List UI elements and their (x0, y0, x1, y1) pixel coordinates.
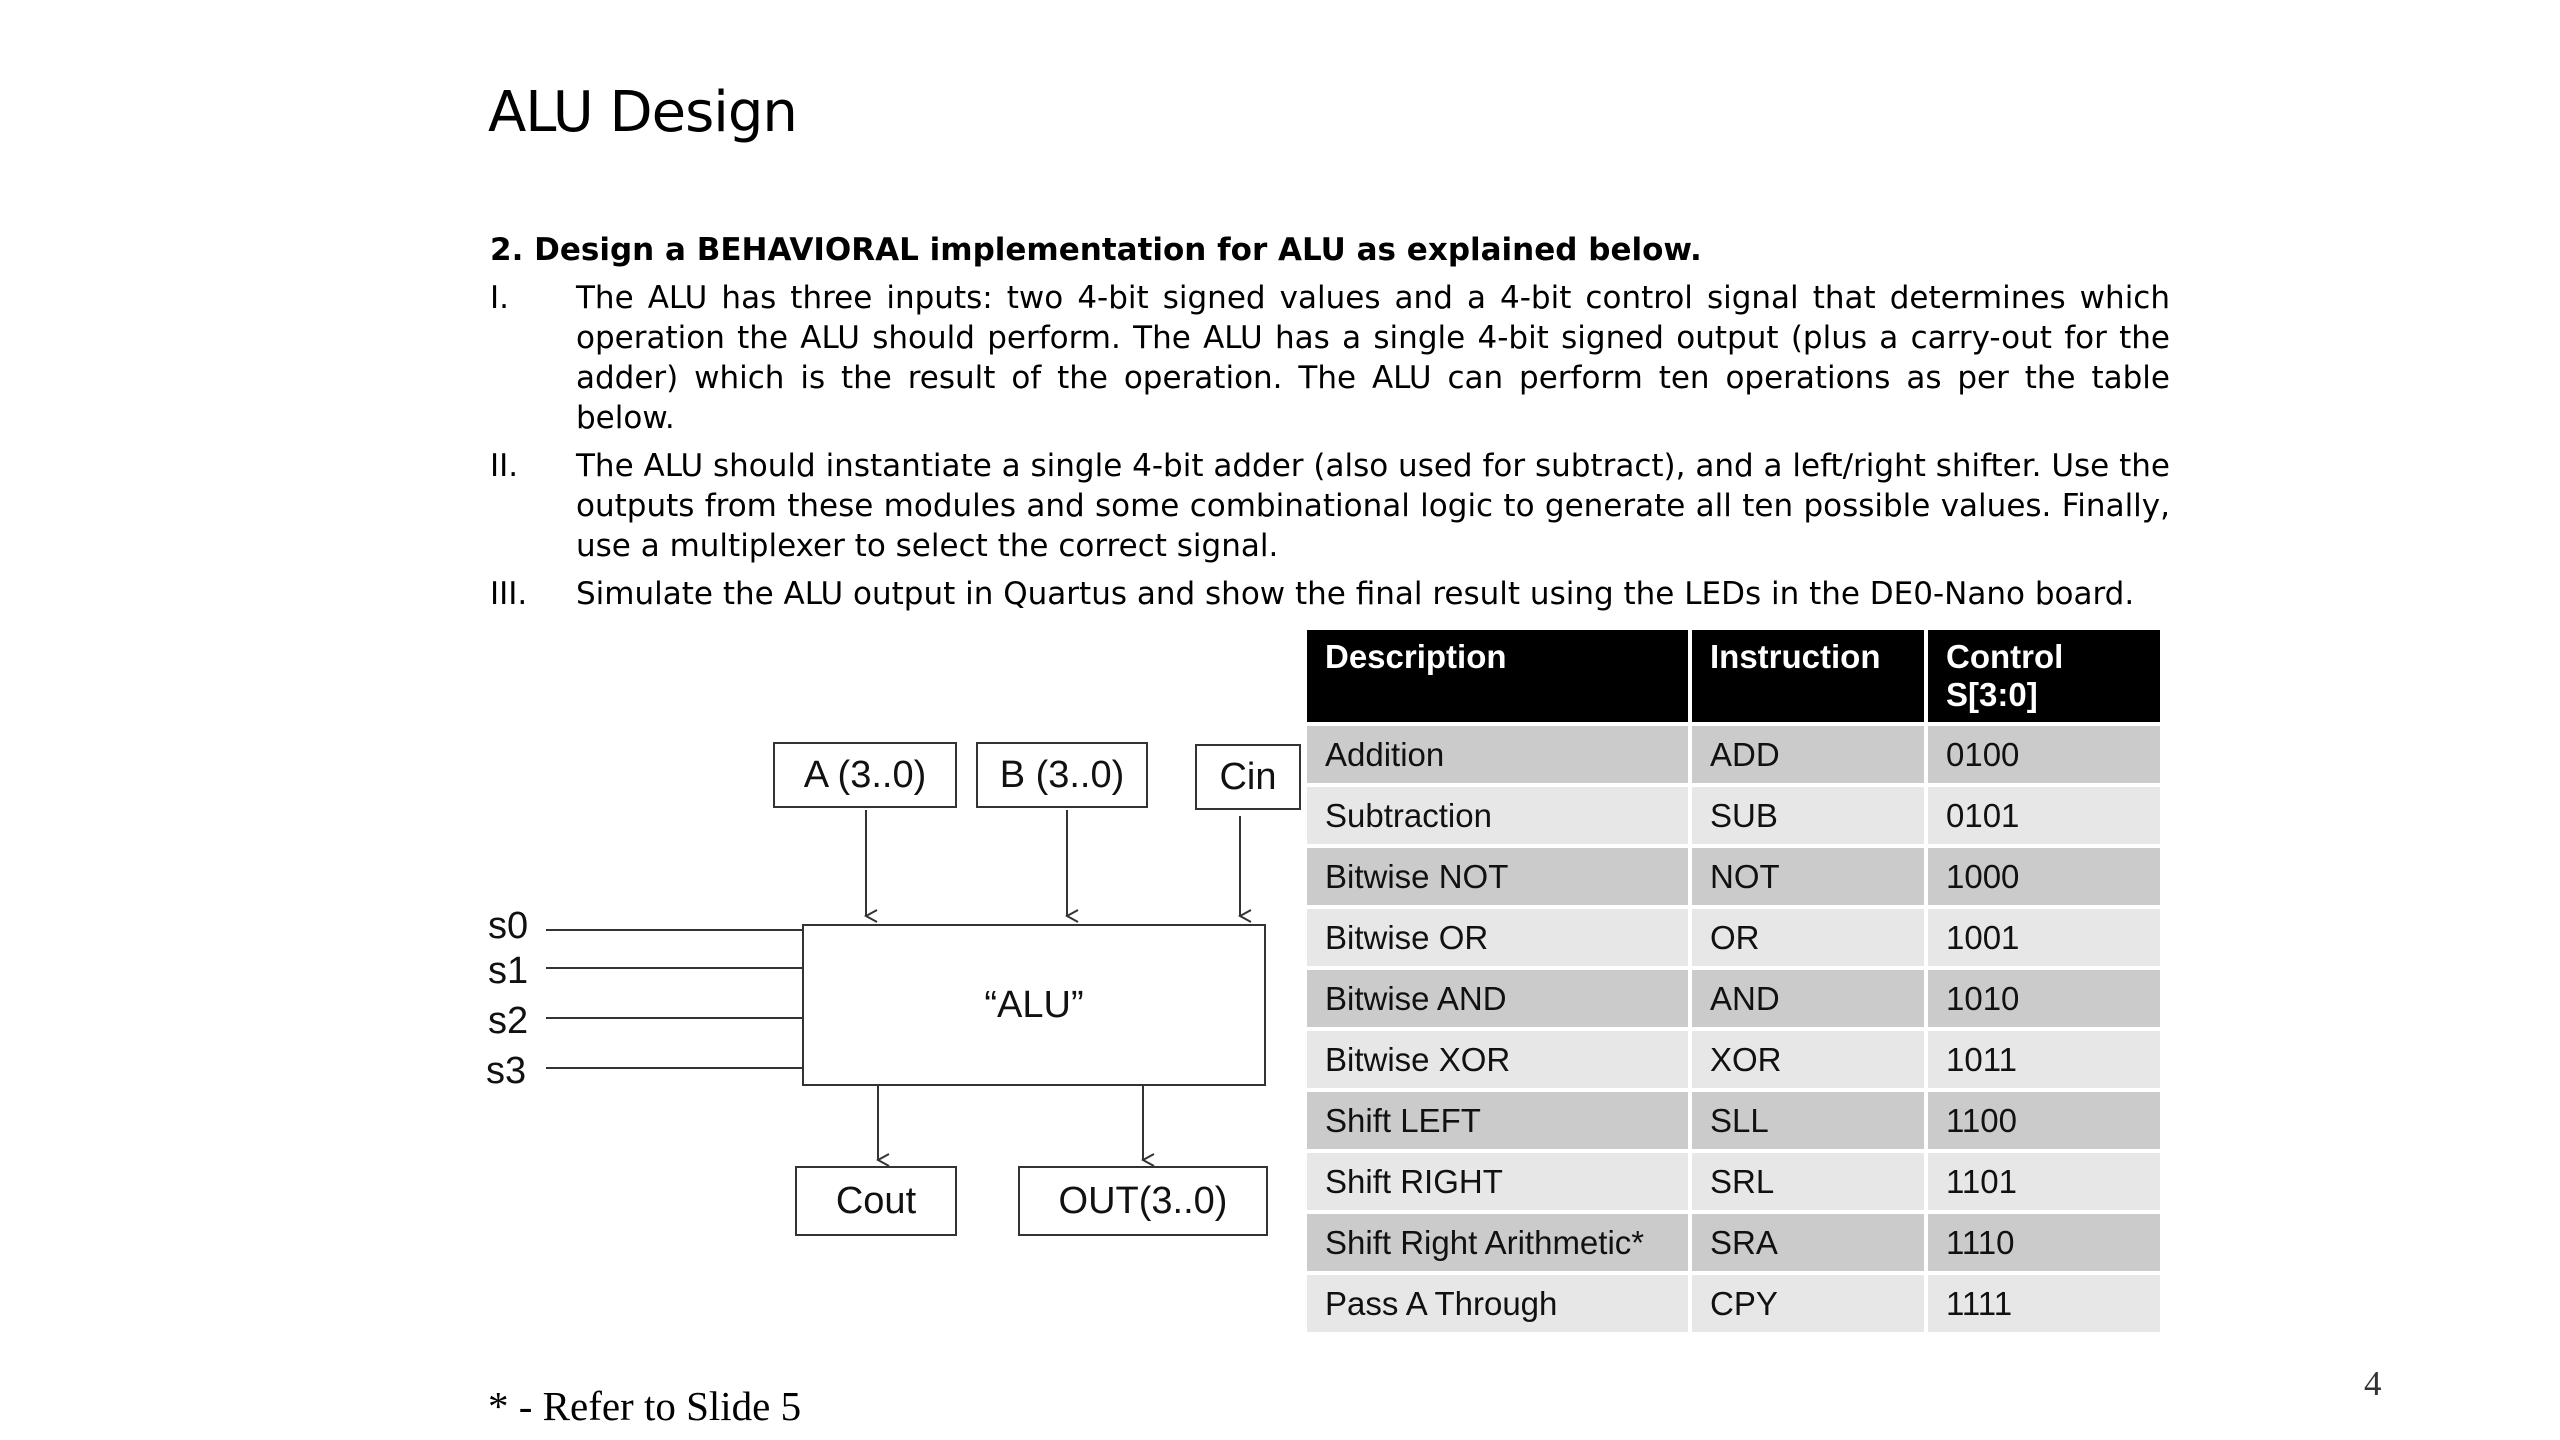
cell-description: Shift Right Arithmetic* (1307, 1214, 1688, 1271)
input-b-label: B (3..0) (999, 753, 1125, 796)
header-instruction: Instruction (1692, 630, 1924, 722)
cell-control: 0100 (1928, 726, 2160, 783)
select-label-s1: s1 (488, 950, 529, 992)
item-text: The ALU has three inputs: two 4-bit signed values and a 4-bit control signal that determines which operation the ALU should perform. The ALU has a single 4-bit signed output (plus a carry-out for the adder) which is the result of the operation. The ALU can perform ten operations as per the table below. (576, 280, 2170, 436)
task-heading: 2. Design a BEHAVIORAL implementation for ALU as explained below. (490, 232, 1702, 268)
output-cout-box (795, 1166, 957, 1236)
list-item (490, 574, 2170, 614)
table-row (1307, 1275, 2160, 1332)
select-label-s0: s0 (488, 905, 529, 947)
input-b-box (976, 742, 1148, 808)
slide-title: ALU Design (488, 80, 797, 145)
operations-table (1303, 626, 2164, 1336)
list-item (490, 446, 2170, 566)
output-cout-label: Cout (835, 1179, 917, 1222)
cell-control: 1110 (1928, 1214, 2160, 1271)
cell-instruction: SRA (1692, 1214, 1924, 1271)
table-row (1307, 970, 2160, 1027)
cell-control: 0101 (1928, 787, 2160, 844)
cell-description: Subtraction (1307, 787, 1688, 844)
item-text: Simulate the ALU output in Quartus and show the final result using the LEDs in the DE0-Nano board. (576, 576, 2135, 612)
cell-control: 1011 (1928, 1031, 2160, 1088)
alu-block-diagram (470, 700, 1300, 1240)
cell-instruction: CPY (1692, 1275, 1924, 1332)
cell-instruction: ADD (1692, 726, 1924, 783)
table-row (1307, 1214, 2160, 1271)
cell-instruction: SRL (1692, 1153, 1924, 1210)
cell-control: 1111 (1928, 1275, 2160, 1332)
cell-instruction: XOR (1692, 1031, 1924, 1088)
cell-description: Bitwise OR (1307, 909, 1688, 966)
input-a-label: A (3..0) (803, 753, 927, 796)
alu-box (802, 924, 1266, 1086)
input-cin-label: Cin (1219, 755, 1277, 798)
item-number: II. (490, 448, 519, 484)
instructions (490, 230, 2170, 622)
table-row (1307, 726, 2160, 783)
table-row (1307, 787, 2160, 844)
cell-control: 1100 (1928, 1092, 2160, 1149)
table-row (1307, 848, 2160, 905)
cell-instruction: NOT (1692, 848, 1924, 905)
item-number: I. (490, 280, 509, 316)
output-out-box (1018, 1166, 1268, 1236)
footnote: * - Refer to Slide 5 (488, 1383, 802, 1429)
list-item (490, 278, 2170, 438)
page-number: 4 (2364, 1364, 2382, 1403)
item-number: III. (490, 576, 528, 612)
cell-description: Bitwise XOR (1307, 1031, 1688, 1088)
input-a-box (773, 742, 957, 808)
cell-control: 1101 (1928, 1153, 2160, 1210)
header-description: Description (1307, 630, 1688, 722)
select-label-s2: s2 (488, 1000, 529, 1042)
header-control: Control S[3:0] (1928, 630, 2160, 722)
cell-description: Bitwise AND (1307, 970, 1688, 1027)
cell-instruction: AND (1692, 970, 1924, 1027)
table-header-row (1307, 630, 2160, 722)
cell-control: 1010 (1928, 970, 2160, 1027)
input-cin-box (1195, 744, 1301, 810)
cell-instruction: SUB (1692, 787, 1924, 844)
table-row (1307, 909, 2160, 966)
table-row (1307, 1031, 2160, 1088)
output-out-label: OUT(3..0) (1058, 1179, 1228, 1222)
cell-description: Addition (1307, 726, 1688, 783)
cell-control: 1001 (1928, 909, 2160, 966)
cell-description: Pass A Through (1307, 1275, 1688, 1332)
alu-label: “ALU” (984, 983, 1084, 1026)
cell-control: 1000 (1928, 848, 2160, 905)
cell-description: Bitwise NOT (1307, 848, 1688, 905)
cell-description: Shift LEFT (1307, 1092, 1688, 1149)
select-label-s3: s3 (486, 1050, 527, 1092)
cell-description: Shift RIGHT (1307, 1153, 1688, 1210)
cell-instruction: OR (1692, 909, 1924, 966)
item-text: The ALU should instantiate a single 4-bit adder (also used for subtract), and a left/right shifter. Use the outputs from these modules and some combinational logic to generate all ten possible values. Finally, use a multiplexer to select the correct signal. (576, 448, 2170, 564)
table-row (1307, 1153, 2160, 1210)
table-row (1307, 1092, 2160, 1149)
cell-instruction: SLL (1692, 1092, 1924, 1149)
